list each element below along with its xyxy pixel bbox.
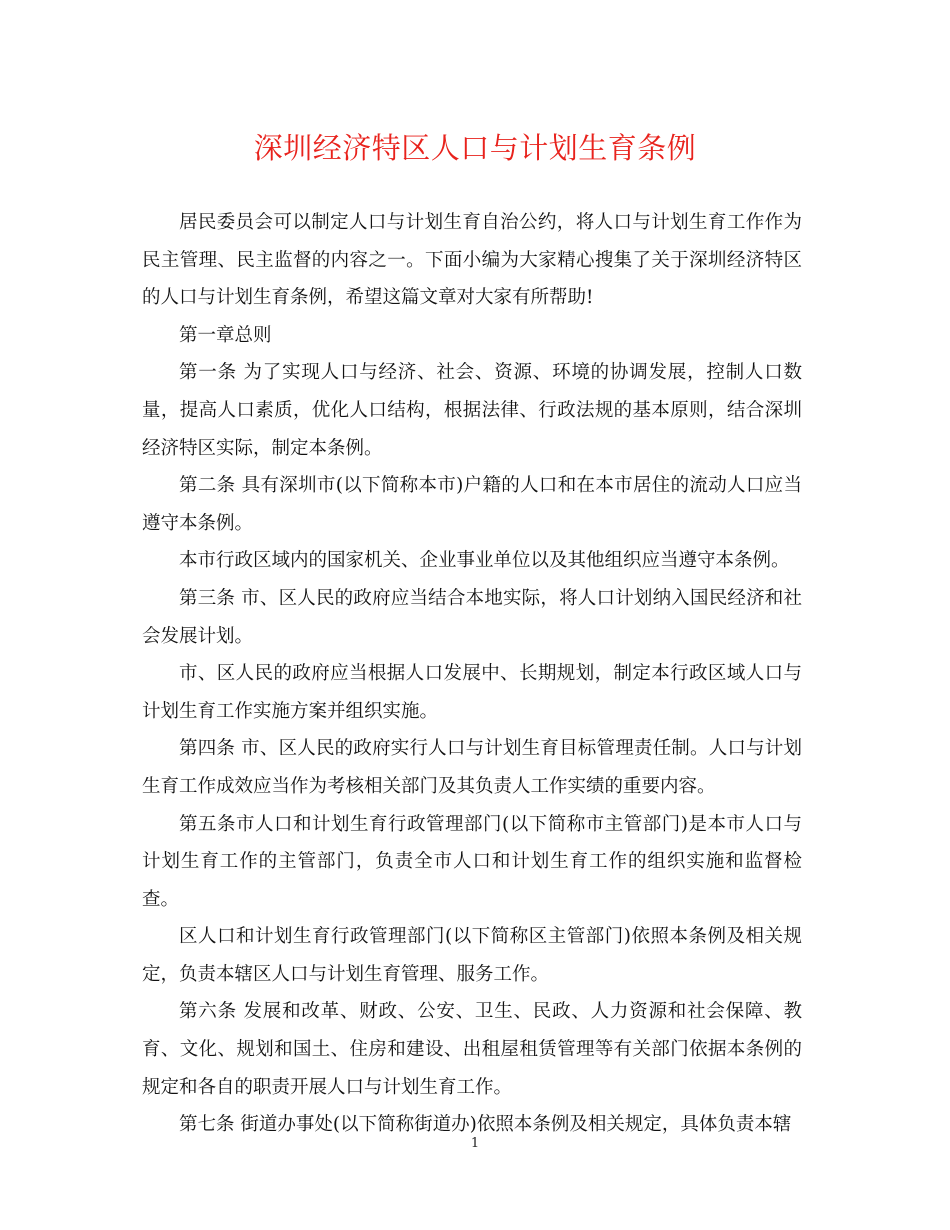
paragraph-article-2: 第二条 具有深圳市(以下简称本市)户籍的人口和在本市居住的流动人口应当遵守本条例。 xyxy=(142,475,802,534)
paragraph-intro: 居民委员会可以制定人口与计划生育自治公约，将人口与计划生育工作作为民主管理、民主监督的内容之一。下面小编为大家精心搜集了关于深圳经济特区的人口与计划生育条例，希望这篇文章对大家有所帮助! xyxy=(142,212,802,309)
document-body xyxy=(142,204,802,1144)
document-title: 深圳经济特区人口与计划生育条例 xyxy=(253,131,697,165)
paragraph-article-3: 第三条 市、区人民的政府应当结合本地实际，将人口计划纳入国民经济和社会发展计划。 xyxy=(142,587,802,647)
paragraph-article-2-clause: 本市行政区域内的国家机关、企业事业单位以及其他组织应当遵守本条例。 xyxy=(179,550,790,572)
paragraph-chapter-heading: 第一章总则 xyxy=(179,324,272,346)
paragraph-article-1: 第一条 为了实现人口与经济、社会、资源、环境的协调发展，控制人口数量，提高人口素质，优化人口结构，根据法律、行政法规的基本原则，结合深圳经济特区实际，制定本条例。 xyxy=(142,362,802,459)
paragraph-article-7: 第七条 街道办事处(以下简称街道办)依照本条例及相关规定，具体负责本辖 xyxy=(179,1114,792,1136)
page-number: 1 xyxy=(470,1136,480,1151)
paragraph-article-4: 第四条 市、区人民的政府实行人口与计划生育目标管理责任制。人口与计划生育工作成效应当作为考核相关部门及其负责人工作实绩的重要内容。 xyxy=(142,738,802,797)
paragraph-article-5: 第五条市人口和计划生育行政管理部门(以下简称市主管部门)是本市人口与计划生育工作的主管部门，负责全市人口和计划生育工作的组织实施和监督检查。 xyxy=(142,813,802,910)
paragraph-article-6: 第六条 发展和改革、财政、公安、卫生、民政、人力资源和社会保障、教育、文化、规划和国土、住房和建设、出租屋租赁管理等有关部门依据本条例的规定和各自的职责开展人口与计划生育工作。 xyxy=(142,1001,802,1098)
paragraph-article-3-clause: 市、区人民的政府应当根据人口发展中、长期规划，制定本行政区域人口与计划生育工作实施方案并组织实施。 xyxy=(142,663,802,722)
paragraph-article-5-clause: 区人口和计划生育行政管理部门(以下简称区主管部门)依照本条例及相关规定，负责本辖区人口与计划生育管理、服务工作。 xyxy=(142,926,802,985)
